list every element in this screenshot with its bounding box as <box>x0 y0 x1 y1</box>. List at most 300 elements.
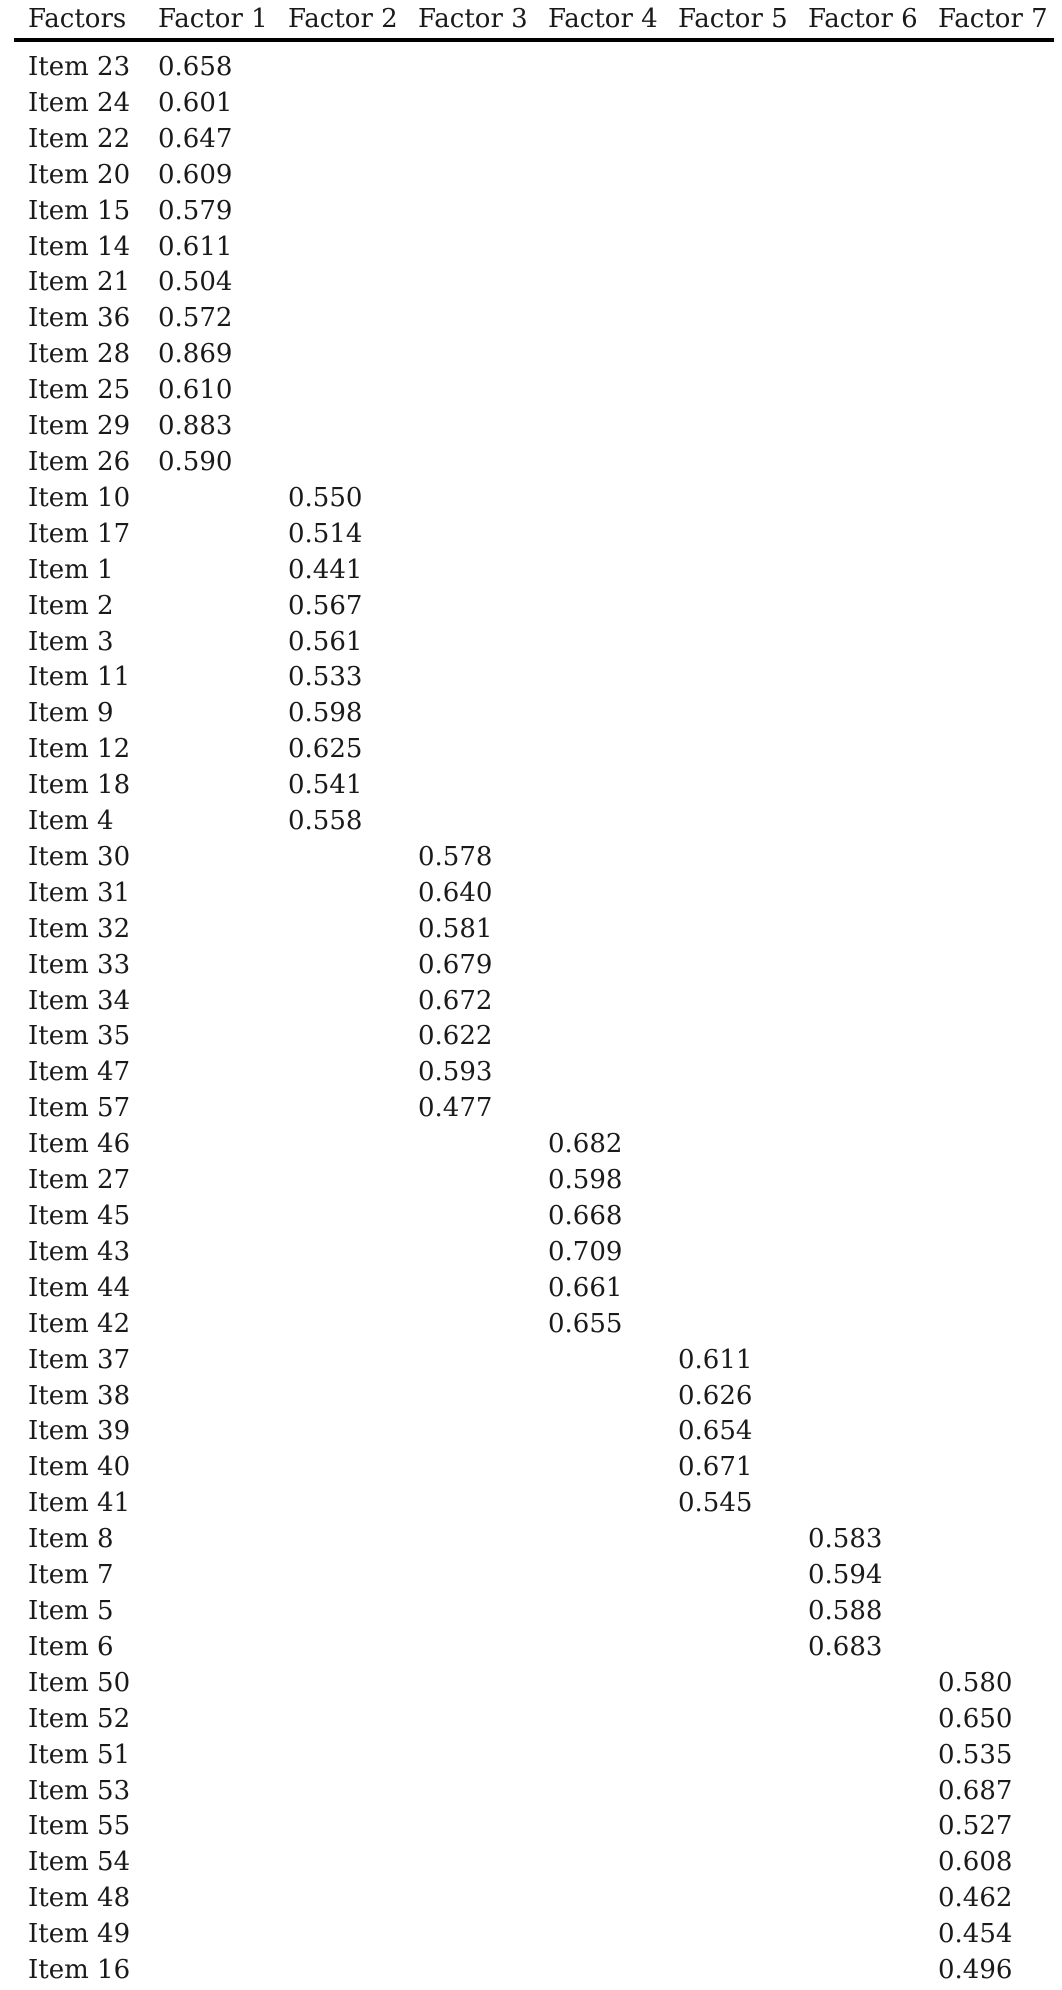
factor-6-cell <box>794 1450 924 1486</box>
item-label: Item 24 <box>28 87 131 118</box>
factor-2-cell <box>274 1809 404 1845</box>
factor-6-cell <box>794 373 924 409</box>
factor-7-cell <box>924 1091 1054 1127</box>
factor-4-cell <box>534 984 664 1020</box>
factor-5-cell <box>664 1163 794 1199</box>
factor-3-cell <box>404 1630 534 1666</box>
table-row <box>14 589 1054 625</box>
loading-value: 0.567 <box>288 590 363 621</box>
factor-5-cell <box>664 1594 794 1630</box>
factor-3-cell <box>404 1953 534 1989</box>
factor-5-cell <box>664 1845 794 1881</box>
loading-value: 0.608 <box>938 1847 1013 1878</box>
factor-6-cell <box>794 1055 924 1091</box>
loading-value: 0.682 <box>548 1129 623 1160</box>
factor-5-cell <box>664 696 794 732</box>
loading-value: 0.462 <box>938 1883 1013 1914</box>
factor-2-cell <box>274 1630 404 1666</box>
factor-4-cell <box>534 1091 664 1127</box>
factor-6-cell <box>794 625 924 661</box>
factor-4-cell <box>534 1379 664 1415</box>
table-row <box>14 696 1054 732</box>
loading-value: 0.611 <box>158 231 233 262</box>
factor-4-cell <box>534 1450 664 1486</box>
table-row <box>14 1881 1054 1917</box>
table-row <box>14 1594 1054 1630</box>
factor-1-cell <box>144 1917 274 1953</box>
factor-4-cell <box>534 517 664 553</box>
factor-3-cell <box>404 1379 534 1415</box>
factor-6-cell <box>794 876 924 912</box>
factor-7-cell <box>924 625 1054 661</box>
factor-6-cell <box>794 122 924 158</box>
loading-value: 0.658 <box>158 52 233 82</box>
table-row <box>14 1486 1054 1522</box>
loading-value: 0.579 <box>158 195 233 226</box>
item-label: Item 9 <box>28 698 114 729</box>
header-factor-2: Factor 2 <box>274 0 404 40</box>
factor-2-cell <box>274 1594 404 1630</box>
loading-value: 0.601 <box>158 87 233 118</box>
factor-7-cell <box>924 1019 1054 1055</box>
factor-4-cell <box>534 1019 664 1055</box>
loading-value: 0.655 <box>548 1308 623 1339</box>
factor-6-cell <box>794 86 924 122</box>
loading-value: 0.626 <box>678 1380 753 1411</box>
item-label: Item 45 <box>28 1201 131 1231</box>
factor-7-cell <box>924 517 1054 553</box>
factor-6-cell <box>794 1917 924 1953</box>
item-label: Item 18 <box>28 770 131 801</box>
factor-1-cell <box>144 1019 274 1055</box>
factor-3-cell <box>404 409 534 445</box>
factor-2-cell <box>274 337 404 373</box>
factor-1-cell <box>144 840 274 876</box>
table-row <box>14 984 1054 1020</box>
factor-1-cell <box>144 1666 274 1702</box>
factor-4-cell <box>534 158 664 194</box>
factor-3-cell <box>404 265 534 301</box>
factor-5-cell <box>664 158 794 194</box>
factor-6-cell <box>794 840 924 876</box>
loading-value: 0.640 <box>418 877 493 908</box>
table-row <box>14 337 1054 373</box>
loading-value: 0.671 <box>678 1452 753 1483</box>
factor-3-cell <box>404 696 534 732</box>
factor-1-cell <box>144 1343 274 1379</box>
factor-5-cell <box>664 589 794 625</box>
factor-7-cell <box>924 1558 1054 1594</box>
factor-7-cell <box>924 373 1054 409</box>
loading-value: 0.650 <box>938 1703 1013 1734</box>
table-row <box>14 86 1054 122</box>
table-row <box>14 1450 1054 1486</box>
factor-1-cell <box>144 1127 274 1163</box>
factor-5-cell <box>664 1630 794 1666</box>
factor-3-cell <box>404 1343 534 1379</box>
factor-6-cell <box>794 481 924 517</box>
factor-1-cell <box>144 1450 274 1486</box>
factor-3-cell <box>404 589 534 625</box>
factor-1-cell <box>144 1738 274 1774</box>
factor-6-cell <box>794 1091 924 1127</box>
factor-3-cell <box>404 1881 534 1917</box>
factor-3-cell <box>404 804 534 840</box>
factor-3-cell <box>404 517 534 553</box>
header-factors: Factors <box>14 0 144 40</box>
factor-4-cell <box>534 1809 664 1845</box>
table-row <box>14 1630 1054 1666</box>
factor-1-cell <box>144 1199 274 1235</box>
factor-4-cell <box>534 768 664 804</box>
factor-7-cell <box>924 1055 1054 1091</box>
table-row <box>14 230 1054 266</box>
factor-1-cell <box>144 1594 274 1630</box>
factor-5-cell <box>664 625 794 661</box>
table-row <box>14 194 1054 230</box>
factor-2-cell <box>274 1414 404 1450</box>
factor-5-cell <box>664 1666 794 1702</box>
table-row <box>14 1199 1054 1235</box>
item-label: Item 21 <box>28 267 131 298</box>
factor-6-cell <box>794 1702 924 1738</box>
loading-value: 0.572 <box>158 303 233 334</box>
table-row <box>14 1917 1054 1953</box>
loading-value: 0.598 <box>548 1165 623 1196</box>
factor-4-cell <box>534 804 664 840</box>
factor-4-cell <box>534 1774 664 1810</box>
item-label: Item 49 <box>28 1919 131 1950</box>
loading-value: 0.610 <box>158 375 233 406</box>
factor-3-cell <box>404 553 534 589</box>
factor-3-cell <box>404 445 534 481</box>
item-label: Item 4 <box>28 806 114 837</box>
factor-6-cell <box>794 337 924 373</box>
factor-5-cell <box>664 660 794 696</box>
factor-5-cell <box>664 409 794 445</box>
factor-6-cell <box>794 1953 924 1989</box>
factor-3-cell <box>404 660 534 696</box>
factor-2-cell <box>274 1666 404 1702</box>
factor-2-cell <box>274 840 404 876</box>
factor-6-cell <box>794 230 924 266</box>
factor-6-cell <box>794 1271 924 1307</box>
factor-3-cell <box>404 1917 534 1953</box>
loading-value: 0.535 <box>938 1739 1013 1770</box>
factor-2-cell <box>274 265 404 301</box>
item-label: Item 37 <box>28 1344 131 1375</box>
item-label: Item 22 <box>28 123 131 154</box>
factor-1-cell <box>144 1271 274 1307</box>
factor-5-cell <box>664 301 794 337</box>
factor-2-cell <box>274 1235 404 1271</box>
table-row <box>14 1055 1054 1091</box>
item-label: Item 55 <box>28 1811 131 1842</box>
factor-1-cell <box>144 948 274 984</box>
item-label: Item 53 <box>28 1775 131 1806</box>
factor-5-cell <box>664 768 794 804</box>
factor-5-cell <box>664 445 794 481</box>
factor-7-cell <box>924 1307 1054 1343</box>
factor-3-cell <box>404 1774 534 1810</box>
factor-4-cell <box>534 265 664 301</box>
item-label: Item 41 <box>28 1488 131 1519</box>
factor-3-cell <box>404 158 534 194</box>
factor-5-cell <box>664 948 794 984</box>
factor-5-cell <box>664 732 794 768</box>
table-row <box>14 1738 1054 1774</box>
item-label: Item 42 <box>28 1308 131 1339</box>
factor-4-cell <box>534 553 664 589</box>
factor-4-cell <box>534 948 664 984</box>
factor-6-cell <box>794 1163 924 1199</box>
item-label: Item 26 <box>28 446 131 477</box>
item-label: Item 20 <box>28 159 131 190</box>
item-label: Item 46 <box>28 1129 131 1160</box>
factor-4-cell <box>534 1630 664 1666</box>
factor-6-cell <box>794 265 924 301</box>
header-factor-6: Factor 6 <box>794 0 924 40</box>
factor-6-cell <box>794 732 924 768</box>
header-factor-5: Factor 5 <box>664 0 794 40</box>
item-label: Item 57 <box>28 1093 131 1124</box>
factor-6-cell <box>794 984 924 1020</box>
factor-2-cell <box>274 1774 404 1810</box>
table-row <box>14 1953 1054 1989</box>
factor-7-cell <box>924 445 1054 481</box>
factor-7-cell <box>924 409 1054 445</box>
loading-value: 0.441 <box>288 554 363 585</box>
factor-5-cell <box>664 1307 794 1343</box>
loading-value: 0.598 <box>288 698 363 729</box>
factor-5-cell <box>664 1271 794 1307</box>
loading-value: 0.496 <box>938 1955 1013 1986</box>
factor-2-cell <box>274 230 404 266</box>
factor-1-cell <box>144 1774 274 1810</box>
factor-3-cell <box>404 1845 534 1881</box>
factor-7-cell <box>924 840 1054 876</box>
factor-6-cell <box>794 912 924 948</box>
factor-3-cell <box>404 1558 534 1594</box>
item-label: Item 17 <box>28 518 131 549</box>
factor-5-cell <box>664 122 794 158</box>
factor-7-cell <box>924 1271 1054 1307</box>
factor-1-cell <box>144 1486 274 1522</box>
factor-2-cell <box>274 1307 404 1343</box>
item-label: Item 34 <box>28 985 131 1016</box>
factor-7-cell <box>924 1379 1054 1415</box>
factor-3-cell <box>404 301 534 337</box>
item-label: Item 54 <box>28 1847 131 1878</box>
factor-4-cell <box>534 840 664 876</box>
factor-4-cell <box>534 194 664 230</box>
factor-4-cell <box>534 481 664 517</box>
factor-4-cell <box>534 732 664 768</box>
factor-1-cell <box>144 1558 274 1594</box>
factor-2-cell <box>274 1845 404 1881</box>
factor-1-cell <box>144 912 274 948</box>
factor-3-cell <box>404 1809 534 1845</box>
factor-7-cell <box>924 158 1054 194</box>
factor-4-cell <box>534 122 664 158</box>
loading-value: 0.550 <box>288 482 363 513</box>
factor-2-cell <box>274 1019 404 1055</box>
factor-6-cell <box>794 1486 924 1522</box>
loading-value: 0.668 <box>548 1201 623 1231</box>
factor-3-cell <box>404 337 534 373</box>
factor-5-cell <box>664 265 794 301</box>
table-row <box>14 948 1054 984</box>
factor-3-cell <box>404 122 534 158</box>
factor-2-cell <box>274 876 404 912</box>
table-row <box>14 158 1054 194</box>
factor-5-cell <box>664 1522 794 1558</box>
factor-5-cell <box>664 194 794 230</box>
table-row <box>14 553 1054 589</box>
factor-1-cell <box>144 1953 274 1989</box>
factor-7-cell <box>924 984 1054 1020</box>
header-factor-3: Factor 3 <box>404 0 534 40</box>
item-label: Item 36 <box>28 303 131 334</box>
factor-5-cell <box>664 1055 794 1091</box>
factor-2-cell <box>274 1343 404 1379</box>
factor-5-cell <box>664 912 794 948</box>
loading-value: 0.454 <box>938 1919 1013 1950</box>
factor-1-cell <box>144 876 274 912</box>
table-row <box>14 1091 1054 1127</box>
loading-value: 0.654 <box>678 1416 753 1447</box>
factor-1-cell <box>144 589 274 625</box>
factor-3-cell <box>404 373 534 409</box>
loading-value: 0.625 <box>288 734 363 765</box>
factor-7-cell <box>924 553 1054 589</box>
item-label: Item 27 <box>28 1165 131 1196</box>
item-label: Item 39 <box>28 1416 131 1447</box>
factor-2-cell <box>274 301 404 337</box>
table-row <box>14 1522 1054 1558</box>
table-row <box>14 517 1054 553</box>
loading-value: 0.593 <box>418 1057 493 1088</box>
factor-2-cell <box>274 984 404 1020</box>
item-label: Item 2 <box>28 590 114 621</box>
table-row <box>14 1127 1054 1163</box>
factor-2-cell <box>274 1738 404 1774</box>
table-body <box>14 40 1054 1989</box>
item-label: Item 3 <box>28 626 114 657</box>
factor-6-cell <box>794 1881 924 1917</box>
loading-value: 0.683 <box>808 1631 883 1662</box>
factor-1-cell <box>144 1307 274 1343</box>
factor-7-cell <box>924 86 1054 122</box>
item-label: Item 48 <box>28 1883 131 1914</box>
factor-3-cell <box>404 1235 534 1271</box>
factor-4-cell <box>534 1881 664 1917</box>
item-label: Item 50 <box>28 1667 131 1698</box>
loading-value: 0.580 <box>938 1667 1013 1698</box>
factor-6-cell <box>794 301 924 337</box>
factor-6-cell <box>794 768 924 804</box>
factor-5-cell <box>664 40 794 86</box>
table-row <box>14 912 1054 948</box>
table-row <box>14 1702 1054 1738</box>
item-label: Item 8 <box>28 1524 114 1555</box>
loading-value: 0.541 <box>288 770 363 801</box>
factor-4-cell <box>534 1055 664 1091</box>
loading-value: 0.590 <box>158 446 233 477</box>
factor-3-cell <box>404 1450 534 1486</box>
factor-5-cell <box>664 1774 794 1810</box>
factor-2-cell <box>274 1881 404 1917</box>
factor-1-cell <box>144 1055 274 1091</box>
table-row <box>14 122 1054 158</box>
factor-7-cell <box>924 732 1054 768</box>
factor-1-cell <box>144 1522 274 1558</box>
factor-7-cell <box>924 122 1054 158</box>
factor-6-cell <box>794 696 924 732</box>
factor-1-cell <box>144 804 274 840</box>
loading-value: 0.578 <box>418 841 493 872</box>
factor-4-cell <box>534 912 664 948</box>
factor-1-cell <box>144 1809 274 1845</box>
header-factor-1: Factor 1 <box>144 0 274 40</box>
factor-4-cell <box>534 1343 664 1379</box>
loading-value: 0.883 <box>158 411 233 442</box>
factor-4-cell <box>534 40 664 86</box>
factor-6-cell <box>794 194 924 230</box>
factor-1-cell <box>144 1845 274 1881</box>
loading-value: 0.588 <box>808 1595 883 1626</box>
factor-6-cell <box>794 660 924 696</box>
item-label: Item 10 <box>28 482 131 513</box>
factor-7-cell <box>924 696 1054 732</box>
factor-4-cell <box>534 1414 664 1450</box>
factor-7-cell <box>924 1486 1054 1522</box>
factor-4-cell <box>534 660 664 696</box>
table-row <box>14 301 1054 337</box>
table-row <box>14 445 1054 481</box>
factor-6-cell <box>794 1738 924 1774</box>
loading-value: 0.672 <box>418 985 493 1016</box>
factor-4-cell <box>534 1594 664 1630</box>
factor-3-cell <box>404 1271 534 1307</box>
item-label: Item 38 <box>28 1380 131 1411</box>
factor-1-cell <box>144 1235 274 1271</box>
factor-2-cell <box>274 1450 404 1486</box>
item-label: Item 32 <box>28 913 131 944</box>
factor-5-cell <box>664 1558 794 1594</box>
loading-value: 0.514 <box>288 518 363 549</box>
factor-4-cell <box>534 301 664 337</box>
loading-value: 0.609 <box>158 159 233 190</box>
factor-2-cell <box>274 1199 404 1235</box>
factor-2-cell <box>274 1379 404 1415</box>
factor-4-cell <box>534 230 664 266</box>
table-row <box>14 1343 1054 1379</box>
factor-7-cell <box>924 948 1054 984</box>
item-label: Item 15 <box>28 195 131 226</box>
table-row <box>14 1271 1054 1307</box>
table-header <box>14 0 1054 40</box>
item-label: Item 16 <box>28 1955 131 1986</box>
factor-6-cell <box>794 1127 924 1163</box>
item-label: Item 47 <box>28 1057 131 1088</box>
factor-6-cell <box>794 1307 924 1343</box>
item-label: Item 43 <box>28 1236 131 1267</box>
factor-7-cell <box>924 194 1054 230</box>
factor-6-cell <box>794 553 924 589</box>
factor-5-cell <box>664 876 794 912</box>
table-row <box>14 1774 1054 1810</box>
